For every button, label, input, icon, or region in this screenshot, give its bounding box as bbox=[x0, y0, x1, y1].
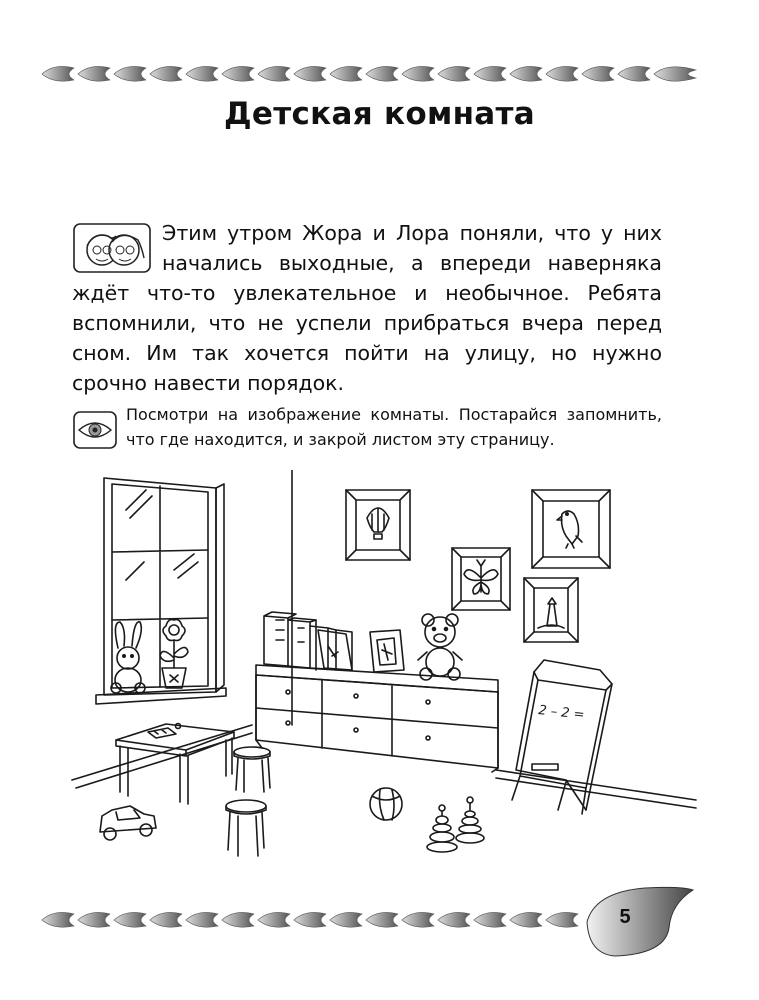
task-block bbox=[72, 402, 662, 452]
frame-lighthouse bbox=[524, 578, 578, 642]
decorative-leaf-band-top bbox=[40, 60, 700, 86]
teddy-bear bbox=[418, 614, 462, 680]
stacking-pyramid-1 bbox=[427, 805, 457, 852]
bunny-toy bbox=[111, 622, 145, 693]
intro-text: Этим утром Жора и Лора поняли, что у них начались выходные, а впереди наверняка ждёт что-то увлекательное и необычное. Ребята вспомнили, что не успели прибраться вчера перед сном. Им так хочется пойти на улицу, но нужно срочно навести порядок. bbox=[72, 221, 662, 395]
intro-paragraph bbox=[72, 218, 662, 398]
chalkboard-easel bbox=[512, 660, 612, 814]
stool-2 bbox=[226, 800, 266, 856]
page-number-leaf bbox=[585, 884, 695, 958]
chalkboard-text: 2 – 2 = bbox=[537, 703, 586, 723]
kids-faces-icon bbox=[72, 222, 152, 274]
books bbox=[264, 612, 352, 670]
drawing-book bbox=[318, 630, 352, 670]
flower-pot bbox=[160, 620, 188, 688]
floor-line-right bbox=[496, 770, 696, 800]
window bbox=[96, 478, 226, 704]
eye-icon bbox=[72, 410, 118, 450]
frame-balloon bbox=[346, 490, 410, 560]
task-text: Посмотри на изображение комнаты. Постарайся запомнить, что где находится, и закрой листом эту страницу. bbox=[126, 405, 662, 449]
stacking-pyramid-2 bbox=[456, 797, 484, 843]
page-number: 5 bbox=[619, 906, 631, 928]
frame-parrot bbox=[532, 490, 610, 568]
stool-1 bbox=[234, 747, 270, 792]
page-title: Детская комната bbox=[223, 96, 536, 132]
decorative-leaf-band-bottom bbox=[40, 906, 600, 932]
frame-butterfly bbox=[452, 548, 510, 610]
toy-car bbox=[100, 806, 156, 840]
floor-line-right-2 bbox=[496, 778, 696, 808]
ball bbox=[370, 788, 402, 820]
standing-photo-frame bbox=[370, 630, 404, 672]
kids-room-illustration bbox=[66, 470, 700, 860]
